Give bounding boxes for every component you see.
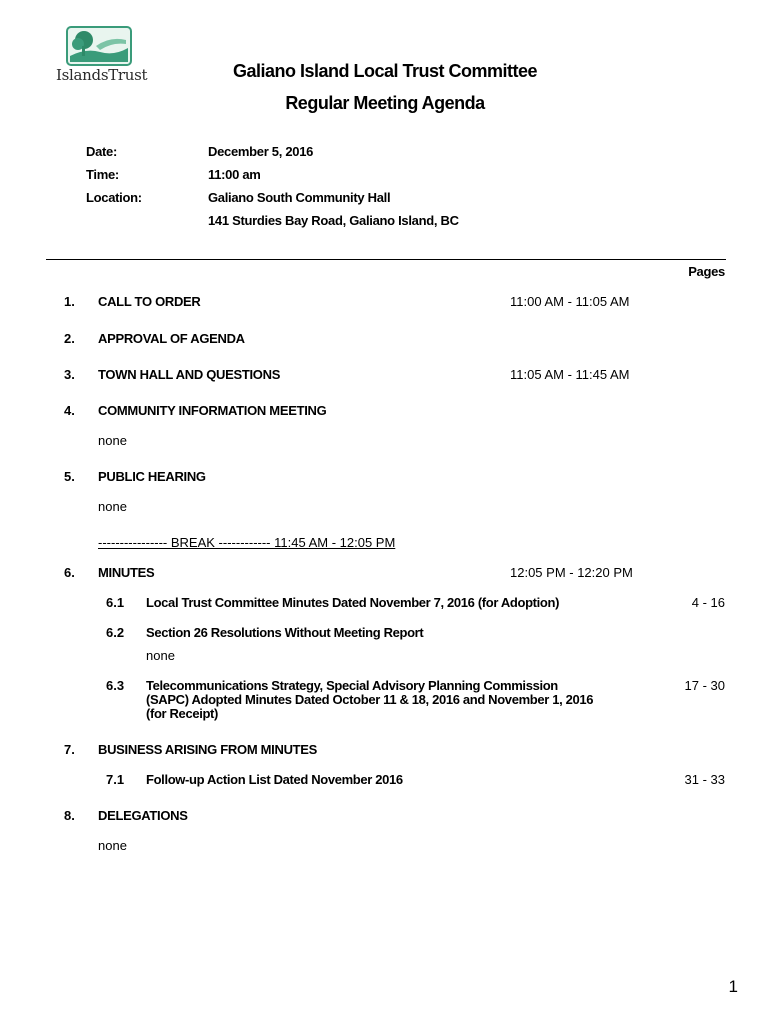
subitem-pages: 17 - 30	[684, 678, 725, 693]
location-value-line1: Galiano South Community Hall	[208, 190, 391, 205]
item-heading-public-hearing: PUBLIC HEARING	[98, 469, 206, 484]
location-label: Location:	[86, 190, 142, 205]
item-number: 3.	[64, 367, 75, 382]
date-label: Date:	[86, 144, 118, 159]
subitem-number: 6.2	[106, 625, 125, 640]
item-number: 8.	[64, 808, 75, 823]
time-label: Time:	[86, 167, 119, 182]
item-number: 7.	[64, 742, 75, 757]
header-divider	[46, 259, 726, 260]
location-value-line2: 141 Sturdies Bay Road, Galiano Island, BC	[208, 213, 459, 228]
subitem-heading: Local Trust Committee Minutes Dated November 7, 2016 (for Adoption)	[146, 595, 560, 610]
logo-wordmark: IslandsTrust	[56, 66, 148, 84]
subitem-pages: 4 - 16	[691, 595, 725, 610]
subitem-heading-line2: (SAPC) Adopted Minutes Dated October 11 & 18, 2016 and November 1, 2016	[146, 692, 594, 707]
subitem-heading: Follow-up Action List Dated November 2016	[146, 772, 403, 787]
item-heading-approval-of-agenda: APPROVAL OF AGENDA	[98, 331, 245, 346]
subitem-pages: 31 - 33	[684, 772, 725, 787]
break-line: ---------------- BREAK ------------ 11:45 AM - 12:05 PM	[98, 535, 396, 550]
subitem-number: 6.1	[106, 595, 125, 610]
item-number: 1.	[64, 294, 75, 309]
item-time: 11:05 AM - 11:45 AM	[510, 367, 630, 382]
date-value: December 5, 2016	[208, 144, 314, 159]
subitem-heading: Section 26 Resolutions Without Meeting Report	[146, 625, 424, 640]
item-time: 11:00 AM - 11:05 AM	[510, 294, 630, 309]
item-note: none	[98, 433, 127, 448]
pages-column-header: Pages	[688, 264, 725, 279]
item-time: 12:05 PM - 12:20 PM	[510, 565, 633, 580]
item-heading-call-to-order: CALL TO ORDER	[98, 294, 201, 309]
subitem-number: 7.1	[106, 772, 125, 787]
item-note: none	[98, 838, 127, 853]
logo-tree-icon	[66, 26, 132, 66]
subitem-heading-line1: Telecommunications Strategy, Special Advisory Planning Commission	[146, 678, 558, 693]
document-subtitle: Regular Meeting Agenda	[285, 93, 485, 113]
item-heading-town-hall: TOWN HALL AND QUESTIONS	[98, 367, 281, 382]
item-heading-community-information: COMMUNITY INFORMATION MEETING	[98, 403, 327, 418]
item-number: 5.	[64, 469, 75, 484]
item-number: 4.	[64, 403, 75, 418]
page-number: 1	[728, 977, 738, 996]
document-title: Galiano Island Local Trust Committee	[232, 61, 538, 81]
item-number: 2.	[64, 331, 75, 346]
time-value: 11:00 am	[208, 167, 261, 182]
subitem-number: 6.3	[106, 678, 125, 693]
item-number: 6.	[64, 565, 75, 580]
item-note: none	[98, 499, 127, 514]
item-heading-business-arising: BUSINESS ARISING FROM MINUTES	[98, 742, 318, 757]
item-heading-delegations: DELEGATIONS	[98, 808, 188, 823]
subitem-heading-line3: (for Receipt)	[146, 706, 219, 721]
subitem-note: none	[146, 648, 175, 663]
item-heading-minutes: MINUTES	[98, 565, 155, 580]
